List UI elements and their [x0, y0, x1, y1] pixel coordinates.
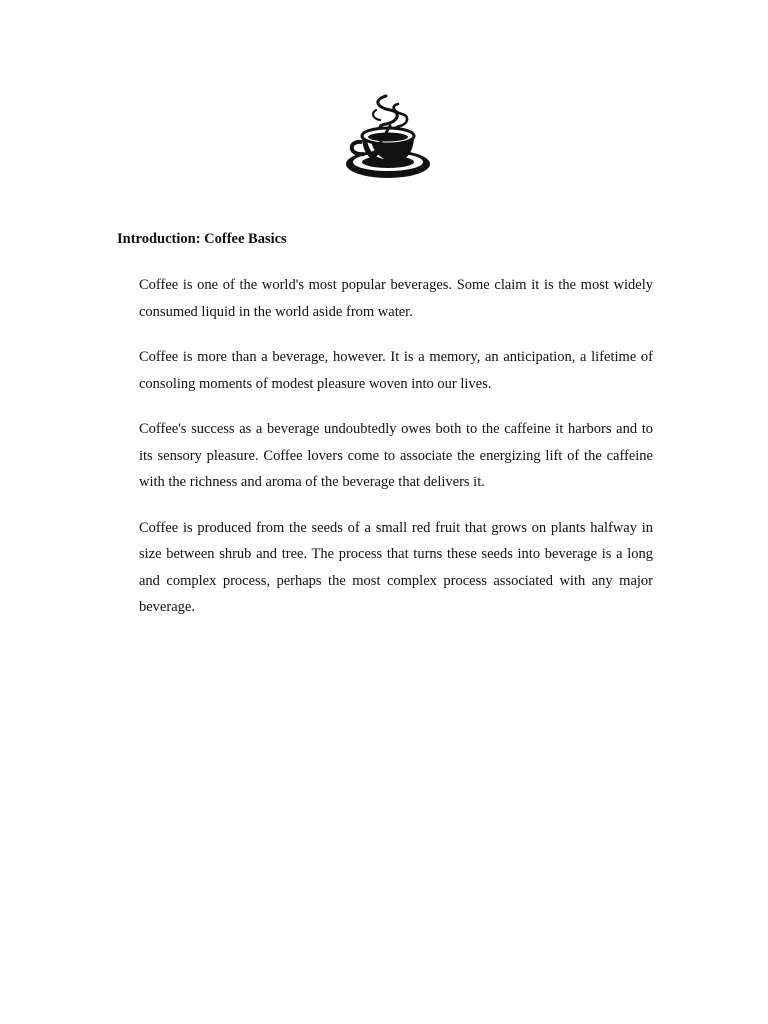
paragraph-3: Coffee's success as a beverage undoubtedly owes both to the caffeine it harbors and to its sensory pleasure. Coffee lovers come to associate the energizing lift of the caffeine with the richness and aroma of the beverage that delivers it. — [139, 421, 653, 490]
paragraph-4: Coffee is produced from the seeds of a small red fruit that grows on plants halfway in size between shrub and tree. The process that turns these seeds into beverage is a long and complex process, perhaps the most complex process associated with any major beverage. — [139, 519, 653, 615]
paragraph-1: Coffee is one of the world's most popular beverages. Some claim it is the most widely consumed liquid in the world aside from water. — [139, 277, 653, 320]
paragraph-2: Coffee is more than a beverage, however. It is a memory, an anticipation, a lifetime of consoling moments of modest pleasure woven into our lives. — [139, 349, 653, 392]
steaming-coffee-cup-icon — [342, 92, 434, 182]
document-body — [139, 272, 653, 640]
document-heading: Introduction: Coffee Basics — [117, 231, 287, 247]
